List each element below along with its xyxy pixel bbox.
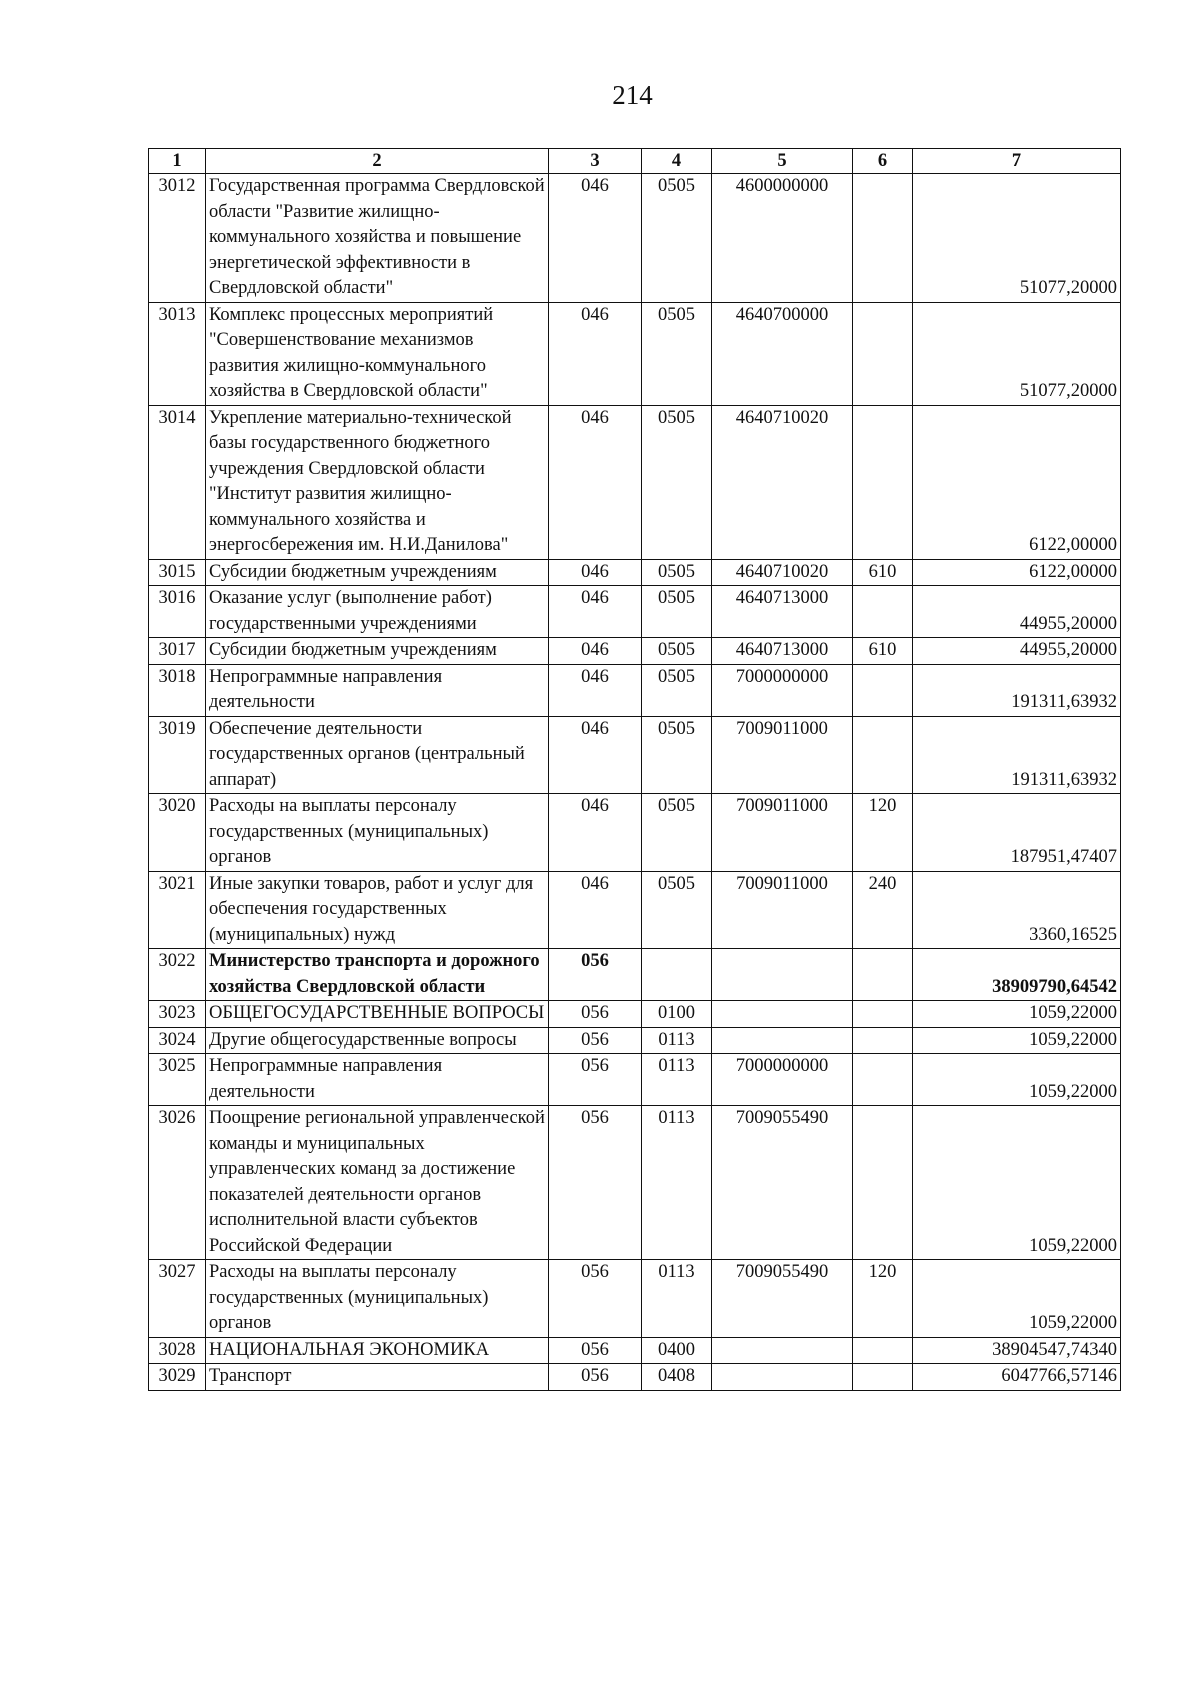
row-amount: 1059,22000 <box>913 1001 1121 1028</box>
table-row <box>149 638 1121 665</box>
row-amount: 187951,47407 <box>913 794 1121 872</box>
row-target-code: 4600000000 <box>712 174 853 303</box>
row-ministry-code: 056 <box>549 1337 642 1364</box>
row-target-code: 4640710020 <box>712 405 853 559</box>
row-number: 3016 <box>149 586 206 638</box>
row-expense-type <box>853 1001 913 1028</box>
row-amount: 38904547,74340 <box>913 1337 1121 1364</box>
row-amount: 1059,22000 <box>913 1027 1121 1054</box>
row-expense-type <box>853 302 913 405</box>
row-number: 3018 <box>149 664 206 716</box>
row-section-code: 0505 <box>642 716 712 794</box>
row-ministry-code: 046 <box>549 302 642 405</box>
row-section-code: 0100 <box>642 1001 712 1028</box>
row-name: Укрепление материально-технической базы государственного бюджетного учреждения Свердловской области "Институт развития жилищно-коммунального хозяйства и энергосбережения им. Н.И.Данилова" <box>206 405 549 559</box>
row-section-code <box>642 949 712 1001</box>
row-number: 3013 <box>149 302 206 405</box>
row-target-code: 7009055490 <box>712 1106 853 1260</box>
row-number: 3022 <box>149 949 206 1001</box>
table-row <box>149 1054 1121 1106</box>
row-expense-type <box>853 1027 913 1054</box>
row-target-code: 7009055490 <box>712 1260 853 1338</box>
row-ministry-code: 046 <box>549 586 642 638</box>
row-number: 3019 <box>149 716 206 794</box>
row-section-code: 0505 <box>642 794 712 872</box>
row-amount: 44955,20000 <box>913 638 1121 665</box>
row-name: Субсидии бюджетным учреждениям <box>206 559 549 586</box>
row-number: 3029 <box>149 1364 206 1391</box>
row-target-code: 7009011000 <box>712 794 853 872</box>
row-ministry-code: 046 <box>549 638 642 665</box>
row-section-code: 0505 <box>642 405 712 559</box>
column-header: 3 <box>549 149 642 174</box>
row-ministry-code: 056 <box>549 949 642 1001</box>
row-ministry-code: 046 <box>549 174 642 303</box>
table-header-row <box>149 149 1121 174</box>
row-section-code: 0505 <box>642 559 712 586</box>
table-row <box>149 302 1121 405</box>
row-name: Другие общегосударственные вопросы <box>206 1027 549 1054</box>
row-number: 3028 <box>149 1337 206 1364</box>
row-name: Обеспечение деятельности государственных органов (центральный аппарат) <box>206 716 549 794</box>
column-header: 6 <box>853 149 913 174</box>
table-row <box>149 871 1121 949</box>
row-number: 3025 <box>149 1054 206 1106</box>
row-section-code: 0505 <box>642 174 712 303</box>
row-ministry-code: 056 <box>549 1260 642 1338</box>
row-section-code: 0113 <box>642 1260 712 1338</box>
row-amount: 51077,20000 <box>913 174 1121 303</box>
row-expense-type <box>853 1364 913 1391</box>
row-ministry-code: 056 <box>549 1027 642 1054</box>
row-target-code <box>712 1337 853 1364</box>
column-header: 5 <box>712 149 853 174</box>
row-name: Оказание услуг (выполнение работ) государственными учреждениями <box>206 586 549 638</box>
row-target-code: 4640700000 <box>712 302 853 405</box>
table-row <box>149 586 1121 638</box>
row-expense-type <box>853 1054 913 1106</box>
row-target-code: 7009011000 <box>712 871 853 949</box>
row-expense-type: 120 <box>853 794 913 872</box>
column-header: 2 <box>206 149 549 174</box>
row-name: Транспорт <box>206 1364 549 1391</box>
row-ministry-code: 046 <box>549 794 642 872</box>
row-name: Непрограммные направления деятельности <box>206 664 549 716</box>
row-amount: 1059,22000 <box>913 1054 1121 1106</box>
row-amount: 38909790,64542 <box>913 949 1121 1001</box>
row-name: Расходы на выплаты персоналу государственных (муниципальных) органов <box>206 1260 549 1338</box>
row-number: 3021 <box>149 871 206 949</box>
table-row <box>149 794 1121 872</box>
row-section-code: 0400 <box>642 1337 712 1364</box>
row-section-code: 0505 <box>642 302 712 405</box>
row-expense-type <box>853 716 913 794</box>
row-section-code: 0113 <box>642 1106 712 1260</box>
row-target-code: 4640713000 <box>712 638 853 665</box>
row-expense-type: 240 <box>853 871 913 949</box>
row-number: 3014 <box>149 405 206 559</box>
row-ministry-code: 046 <box>549 716 642 794</box>
row-target-code <box>712 1027 853 1054</box>
table-row <box>149 1027 1121 1054</box>
row-target-code <box>712 1001 853 1028</box>
row-amount: 44955,20000 <box>913 586 1121 638</box>
table-row <box>149 559 1121 586</box>
row-number: 3027 <box>149 1260 206 1338</box>
row-name: Министерство транспорта и дорожного хозяйства Свердловской области <box>206 949 549 1001</box>
row-expense-type <box>853 586 913 638</box>
table-row <box>149 1106 1121 1260</box>
row-ministry-code: 056 <box>549 1106 642 1260</box>
row-number: 3026 <box>149 1106 206 1260</box>
row-target-code: 7009011000 <box>712 716 853 794</box>
column-header: 4 <box>642 149 712 174</box>
row-expense-type <box>853 949 913 1001</box>
row-ministry-code: 046 <box>549 664 642 716</box>
row-ministry-code: 056 <box>549 1054 642 1106</box>
row-section-code: 0408 <box>642 1364 712 1391</box>
row-number: 3020 <box>149 794 206 872</box>
row-ministry-code: 046 <box>549 559 642 586</box>
row-amount: 6122,00000 <box>913 559 1121 586</box>
row-expense-type <box>853 664 913 716</box>
row-section-code: 0505 <box>642 871 712 949</box>
row-ministry-code: 046 <box>549 405 642 559</box>
row-expense-type: 610 <box>853 559 913 586</box>
row-amount: 6047766,57146 <box>913 1364 1121 1391</box>
row-amount: 191311,63932 <box>913 716 1121 794</box>
row-name: Субсидии бюджетным учреждениям <box>206 638 549 665</box>
row-name: Расходы на выплаты персоналу государственных (муниципальных) органов <box>206 794 549 872</box>
table-row <box>149 716 1121 794</box>
row-number: 3023 <box>149 1001 206 1028</box>
row-name: Иные закупки товаров, работ и услуг для обеспечения государственных (муниципальных) нужд <box>206 871 549 949</box>
row-section-code: 0505 <box>642 664 712 716</box>
table-row <box>149 1260 1121 1338</box>
row-target-code: 4640710020 <box>712 559 853 586</box>
row-number: 3015 <box>149 559 206 586</box>
row-amount: 1059,22000 <box>913 1260 1121 1338</box>
row-target-code: 7000000000 <box>712 664 853 716</box>
row-name: Государственная программа Свердловской области "Развитие жилищно-коммунального хозяйства и повышение энергетической эффективности в Свердловской области" <box>206 174 549 303</box>
row-target-code <box>712 1364 853 1391</box>
row-amount: 51077,20000 <box>913 302 1121 405</box>
table-row <box>149 1364 1121 1391</box>
row-name: НАЦИОНАЛЬНАЯ ЭКОНОМИКА <box>206 1337 549 1364</box>
row-expense-type <box>853 405 913 559</box>
table-row <box>149 664 1121 716</box>
row-expense-type <box>853 1337 913 1364</box>
row-name: Комплекс процессных мероприятий "Совершенствование механизмов развития жилищно-коммунального хозяйства в Свердловской области" <box>206 302 549 405</box>
row-expense-type: 120 <box>853 1260 913 1338</box>
row-expense-type <box>853 1106 913 1260</box>
row-ministry-code: 056 <box>549 1001 642 1028</box>
row-target-code: 7000000000 <box>712 1054 853 1106</box>
table-row <box>149 1337 1121 1364</box>
row-target-code: 4640713000 <box>712 586 853 638</box>
column-header: 1 <box>149 149 206 174</box>
row-section-code: 0505 <box>642 586 712 638</box>
budget-table <box>148 148 1121 1391</box>
page-number: 214 <box>612 80 653 110</box>
row-expense-type: 610 <box>853 638 913 665</box>
row-target-code <box>712 949 853 1001</box>
row-section-code: 0505 <box>642 638 712 665</box>
table-row <box>149 174 1121 303</box>
row-section-code: 0113 <box>642 1027 712 1054</box>
row-amount: 1059,22000 <box>913 1106 1121 1260</box>
row-section-code: 0113 <box>642 1054 712 1106</box>
row-name: ОБЩЕГОСУДАРСТВЕННЫЕ ВОПРОСЫ <box>206 1001 549 1028</box>
row-number: 3017 <box>149 638 206 665</box>
row-number: 3024 <box>149 1027 206 1054</box>
row-number: 3012 <box>149 174 206 303</box>
row-name: Поощрение региональной управленческой команды и муниципальных управленческих команд за достижение показателей деятельности органов исполнительной власти субъектов Российской Федерации <box>206 1106 549 1260</box>
row-amount: 6122,00000 <box>913 405 1121 559</box>
row-expense-type <box>853 174 913 303</box>
row-amount: 191311,63932 <box>913 664 1121 716</box>
table-row <box>149 949 1121 1001</box>
row-name: Непрограммные направления деятельности <box>206 1054 549 1106</box>
table-row <box>149 405 1121 559</box>
row-amount: 3360,16525 <box>913 871 1121 949</box>
column-header: 7 <box>913 149 1121 174</box>
table-row <box>149 1001 1121 1028</box>
row-ministry-code: 056 <box>549 1364 642 1391</box>
row-ministry-code: 046 <box>549 871 642 949</box>
